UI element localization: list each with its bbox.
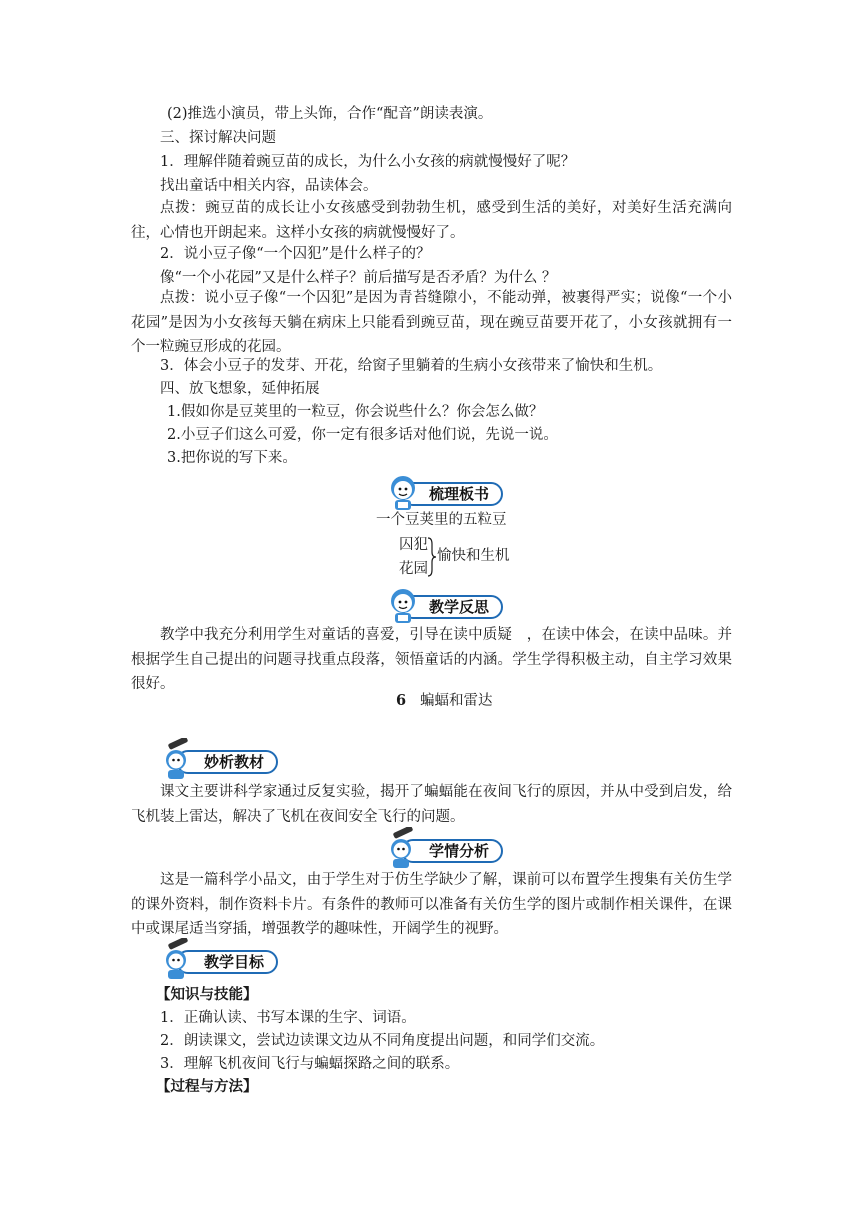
text-line: 找出童话中相关内容，品读体会。: [160, 178, 378, 194]
goal-item: 3．理解飞机夜间飞行与蝙蝠探路之间的联系。: [160, 1056, 460, 1072]
board-summary-badge: [383, 470, 513, 510]
question-line: 3．体会小豆子的发芽、开花，给窗子里躺着的生病小女孩带来了愉快和生机。: [160, 358, 663, 374]
board-result: 愉快和生机: [437, 548, 510, 564]
hint-paragraph: 点拨：说小豆子像“一个囚犯”是因为青苔缝隙小，不能动弹，被裹得严实；说像“一个小花园”是因为小女孩每天躺在病床上只能看到豌豆苗，现在豌豆苗要开花了，小女孩就拥有一个一粒豌豆形成的花园。: [131, 290, 732, 355]
board-item-garden: 花园: [399, 561, 428, 577]
badge-label: 教学反思: [401, 595, 503, 619]
lesson-title: 蝙蝠和雷达: [420, 693, 493, 709]
teaching-reflection-badge: [383, 583, 513, 623]
student-pencil-icon: [158, 938, 204, 984]
text-line: (2)推选小演员，带上头饰，合作“配音”朗读表演。: [167, 106, 493, 122]
analysis-paragraph: 课文主要讲科学家通过反复实验，揭开了蝙蝠能在夜间飞行的原因，并从中受到启发，给飞机装上雷达，解决了飞机在夜间安全飞行的问题。: [131, 784, 732, 825]
board-title: 一个豆荚里的五粒豆: [376, 512, 507, 528]
badge-label: 梳理板书: [401, 482, 503, 506]
situation-paragraph: 这是一篇科学小品文，由于学生对于仿生学缺少了解，课前可以布置学生搜集有关仿生学的课外资料，制作资料卡片。有条件的教师可以准备有关仿生学的图片或制作相关课件，在课中或课尾适当穿插，增强教学的趣味性，开阔学生的视野。: [131, 872, 732, 937]
text-line: 1.假如你是豆荚里的一粒豆，你会说些什么？你会怎么做？: [167, 404, 544, 420]
text-line: 3.把你说的写下来。: [167, 450, 297, 466]
section-heading: 四、放飞想象，延伸拓展: [160, 381, 320, 397]
textbook-analysis-badge: [158, 738, 288, 778]
goals-heading-knowledge: 【知识与技能】: [156, 986, 258, 1003]
goal-item: 2．朗读课文，尝试边读课文边从不同角度提出问题，和同学们交流。: [160, 1033, 605, 1049]
board-item-prisoner: 囚犯: [399, 537, 428, 553]
teaching-goals-badge: [158, 938, 288, 978]
question-line: 像“一个小花园”又是什么样子？前后描写是否矛盾？为什么 ？: [160, 270, 557, 286]
reflection-paragraph: 教学中我充分利用学生对童话的喜爱，引导在读中质疑 ，在读中体会，在读中品味。并根据学生自己提出的问题寻找重点段落，领悟童话的内涵。学生学得积极主动，自主学习效果很好。: [131, 627, 732, 692]
section-heading: 三、探讨解决问题: [160, 130, 276, 146]
badge-label: 学情分析: [401, 839, 503, 863]
hint-paragraph: 点拨：豌豆苗的成长让小女孩感受到勃勃生机，感受到生活的美好，对美好生活充满向往，心情也开朗起来。这样小女孩的病就慢慢好了。: [131, 200, 732, 241]
goals-heading-process: 【过程与方法】: [156, 1078, 258, 1095]
brace-icon: [427, 536, 437, 578]
learning-situation-badge: [383, 827, 513, 867]
text-line: 2.小豆子们这么可爱，你一定有很多话对他们说，先说一说。: [167, 427, 558, 443]
badge-label: 教学目标: [176, 950, 278, 974]
lesson-number: 6: [396, 692, 407, 709]
badge-label: 妙析教材: [176, 750, 278, 774]
student-pencil-icon: [158, 738, 204, 784]
question-line: 1．理解伴随着豌豆苗的成长，为什么小女孩的病就慢慢好了呢？: [160, 154, 576, 170]
goal-item: 1．正确认读、书写本课的生字、词语。: [160, 1010, 416, 1026]
question-line: 2．说小豆子像“一个囚犯”是什么样子的？: [160, 246, 431, 262]
student-pencil-icon: [383, 827, 429, 873]
